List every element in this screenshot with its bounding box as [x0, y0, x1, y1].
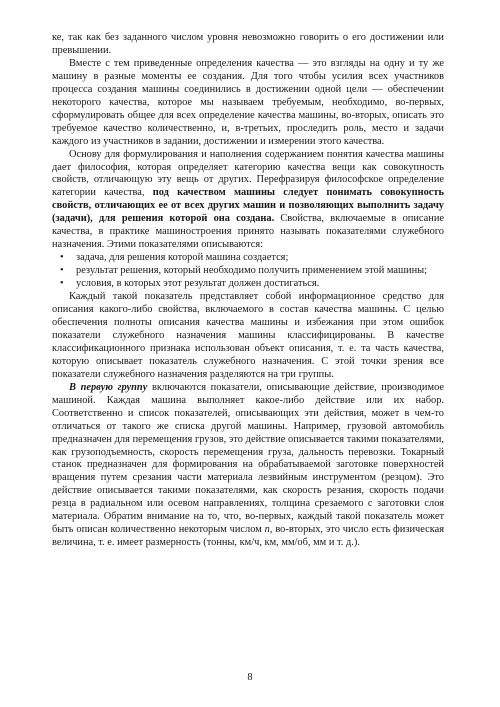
paragraph-classification: Каждый такой показатель представляет собой информационное средство для описания какого-либо свойства, включаемого в состав качества машины. С целью обеспечения полноты описания качества машины и избежания при этом ошибок показатели служебного назначения машины классифицированы. В качестве классификационного признака использован объект описания, т. е. та часть качества, которую описывает показатель служебного назначения. С этой точки зрения все показатели служебного назначения разделяются на три группы.	[52, 291, 444, 380]
list-item	[52, 252, 444, 265]
indicator-list	[52, 252, 444, 291]
paragraph-philosophy-end: Свойства, включаемые в описание качества, в практике машиностроения принято называть показателями служебного назначения. Этими показателями описываются:	[52, 213, 444, 251]
first-group-text-start: включаются показатели, описывающие действие, производимое машиной. Каждая машина выполняет какое-либо действие или их набор. Соответственно и список показателей, описывающих эти действия, может в чем-то отличаться от такого же списка другой машины. Например, грузовой автомобиль предназначен для перемещения грузов, это действие описывается такими показателями, как грузоподъемность, скорость перемещения груза, дальность перевозки. Токарный станок предназначен для формирования на обрабатываемой заготовке поверхностей вращения путем срезания части материала лезвийным инструментом (резцом). Это действие описывается такими показателями, как скорость резания, скорость подачи резца в радиальном или осевом направлениях, толщина срезаемого с заготовки слоя материала. Обратим внимание на то, что, во-первых, каждый такой показатель может быть описан количественно некоторым числом	[52, 381, 444, 536]
list-item-text: условия, в которых этот результат должен достигаться.	[76, 278, 320, 290]
paragraph-philosophy	[52, 149, 444, 253]
list-item	[52, 278, 444, 291]
paragraph-first-group	[52, 382, 444, 550]
bullet-icon: •	[60, 278, 64, 290]
first-group-heading: В первую группу	[69, 381, 148, 393]
quality-definition-emphasis: под качеством машины следует понимать совокупность свойств, отличающих ее от всех других машин и позволяющих выполнить задачу (задачи), для решения которой она создана.	[52, 187, 444, 225]
body-text	[52, 32, 444, 550]
list-item-text: задача, для решения которой машина создается;	[76, 252, 289, 264]
bullet-icon: •	[60, 252, 64, 264]
page-number: 8	[247, 672, 253, 683]
paragraph-philosophy-start: Основу для формулирования и наполнения содержанием понятия качества машины дает философия, которая определяет категорию качества вещи как совокупность свойств, отличающую эту вещь от других. Перефразируя философское определение категории качества,	[52, 148, 444, 199]
paragraph-continuation: ке, так как без заданного числом уровня невозможно говорить о его достижении или превышении.	[52, 32, 444, 56]
variable-n: n	[264, 524, 270, 536]
first-group-text-end: , во-вторых, это число есть физическая величина, т. е. имеет размерность (тонны, км/ч, км, мм/об, мм и т. д.).	[52, 524, 445, 549]
paragraph-quality-definitions: Вместе с тем приведенные определения качества — это взгляды на одну и ту же машину в разные моменты ее создания. Для того чтобы усилия всех участников процесса создания машины соединились в достижении одной цели — обеспечении некоторого качества, которое мы называем требуемым, необходимо, во-первых, сформулировать общее для всех определение качества машины, во-вторых, описать это требуемое качество количественно, и, в-третьих, проследить роль, место и задачи каждого из участников в задании, достижении и измерении этого качества.	[52, 57, 444, 147]
bullet-icon: •	[60, 265, 64, 277]
list-item	[52, 265, 444, 278]
list-item-text: результат решения, который необходимо получить применением этой машины;	[76, 265, 428, 277]
